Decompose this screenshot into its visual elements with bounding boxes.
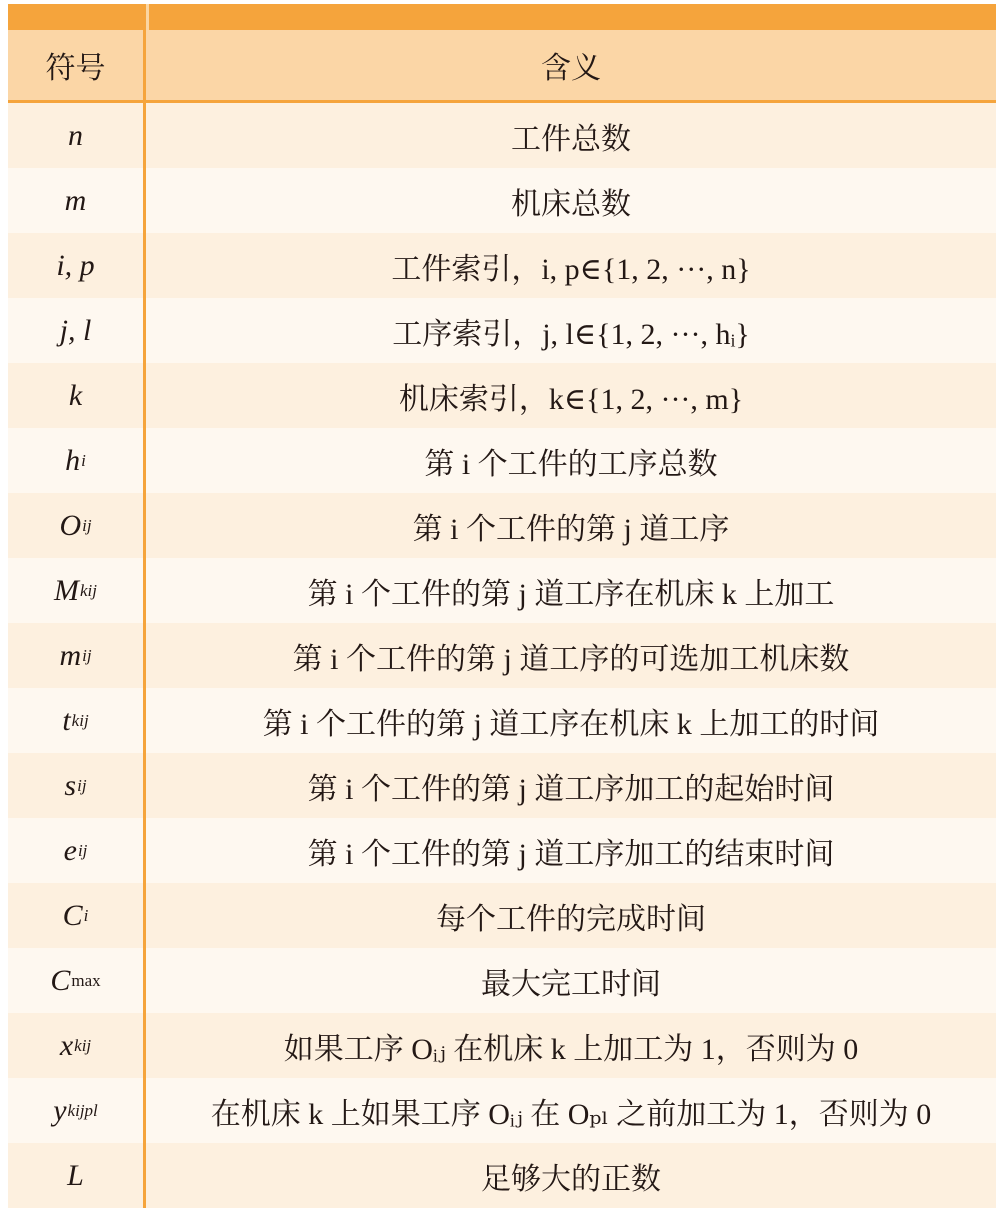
symbol-cell	[8, 493, 146, 558]
symbol-cell	[8, 298, 146, 363]
symbol-text: k	[68, 378, 83, 412]
symbol-text: y	[53, 1093, 67, 1127]
symbol-cell	[8, 558, 146, 623]
table-row	[8, 1013, 996, 1078]
symbol-cell	[8, 168, 146, 233]
meaning-cell: 第 i 个工件的第 j 道工序的可选加工机床数	[292, 642, 850, 676]
table-row	[8, 493, 996, 558]
symbol-subscript: max	[71, 970, 101, 990]
table-row	[8, 1143, 996, 1208]
symbol-subscript: kij	[80, 580, 97, 600]
symbol-subscript: i	[81, 450, 86, 470]
meaning-cell: 机床总数	[511, 187, 631, 221]
symbol-text: n	[68, 118, 83, 152]
table-top-bar	[8, 4, 996, 30]
table-row	[8, 753, 996, 818]
symbol-cell	[8, 1013, 146, 1078]
table-row	[8, 168, 996, 233]
meaning-cell: 每个工件的完成时间	[436, 902, 706, 936]
symbol-subscript: ij	[77, 840, 88, 860]
meaning-cell: 工件索引，i, p∈{1, 2, ···, n}	[391, 252, 751, 286]
table-row	[8, 363, 996, 428]
symbol-subscript: ij	[82, 515, 92, 535]
meaning-cell: 第 i 个工件的第 j 道工序	[412, 512, 730, 546]
symbol-cell	[8, 1143, 146, 1208]
symbol-text: C	[50, 963, 71, 997]
table-row	[8, 883, 996, 948]
symbol-subscript: ij	[77, 775, 87, 795]
table-row	[8, 948, 996, 1013]
symbol-subscript: ij	[82, 645, 92, 665]
symbol-text: j, l	[59, 313, 92, 347]
table-body	[8, 103, 996, 1208]
table-row	[8, 233, 996, 298]
symbol-text: x	[59, 1028, 74, 1062]
header-meaning: 含义	[541, 52, 601, 85]
table-row	[8, 428, 996, 493]
symbol-text: M	[54, 573, 79, 607]
meaning-cell: 第 i 个工件的第 j 道工序在机床 k 上加工的时间	[262, 707, 880, 741]
symbol-text: L	[67, 1158, 84, 1192]
symbol-text: m	[64, 183, 87, 217]
meaning-cell: 机床索引，k∈{1, 2, ···, m}	[398, 382, 744, 416]
symbol-cell	[8, 623, 146, 688]
symbol-text: O	[59, 508, 82, 542]
meaning-cell: 第 i 个工件的第 j 道工序加工的起始时间	[307, 772, 835, 806]
symbol-subscript: kij	[74, 1035, 92, 1055]
symbol-cell	[8, 233, 146, 298]
meaning-cell: 在机床 k 上如果工序 Oᵢⱼ 在 Oₚₗ 之前加工为 1，否则为 0	[210, 1097, 932, 1131]
symbol-cell	[8, 883, 146, 948]
meaning-cell: 工件总数	[511, 122, 631, 156]
symbol-text: m	[59, 638, 82, 672]
table-row	[8, 818, 996, 883]
symbol-table	[8, 4, 996, 1208]
meaning-cell: 最大完工时间	[481, 967, 661, 1001]
symbol-text: i, p	[56, 248, 95, 282]
symbol-subscript: kijpl	[67, 1100, 98, 1120]
table-row	[8, 688, 996, 753]
symbol-text: t	[62, 703, 71, 737]
table-row	[8, 558, 996, 623]
symbol-cell	[8, 103, 146, 168]
table-row	[8, 103, 996, 168]
table-row	[8, 623, 996, 688]
table-row	[8, 298, 996, 363]
symbol-text: C	[62, 898, 83, 932]
header-symbol: 符号	[8, 30, 146, 100]
table-header	[8, 30, 996, 103]
symbol-text: e	[63, 833, 77, 867]
symbol-cell	[8, 1078, 146, 1143]
symbol-text: h	[65, 443, 81, 477]
meaning-cell: 第 i 个工件的工序总数	[424, 447, 718, 481]
meaning-cell: 足够大的正数	[481, 1162, 661, 1196]
symbol-cell	[8, 753, 146, 818]
symbol-cell	[8, 818, 146, 883]
table-row	[8, 1078, 996, 1143]
meaning-cell: 如果工序 Oᵢⱼ 在机床 k 上加工为 1，否则为 0	[283, 1032, 859, 1066]
symbol-cell	[8, 948, 146, 1013]
meaning-cell: 第 i 个工件的第 j 道工序在机床 k 上加工	[307, 577, 835, 611]
symbol-cell	[8, 428, 146, 493]
symbol-cell	[8, 363, 146, 428]
symbol-text: s	[64, 768, 77, 802]
symbol-cell	[8, 688, 146, 753]
meaning-cell: 工序索引，j, l∈{1, 2, ···, hᵢ}	[392, 317, 750, 351]
symbol-subscript: i	[83, 905, 89, 925]
meaning-cell: 第 i 个工件的第 j 道工序加工的结束时间	[307, 837, 835, 871]
symbol-subscript: kij	[71, 710, 89, 730]
